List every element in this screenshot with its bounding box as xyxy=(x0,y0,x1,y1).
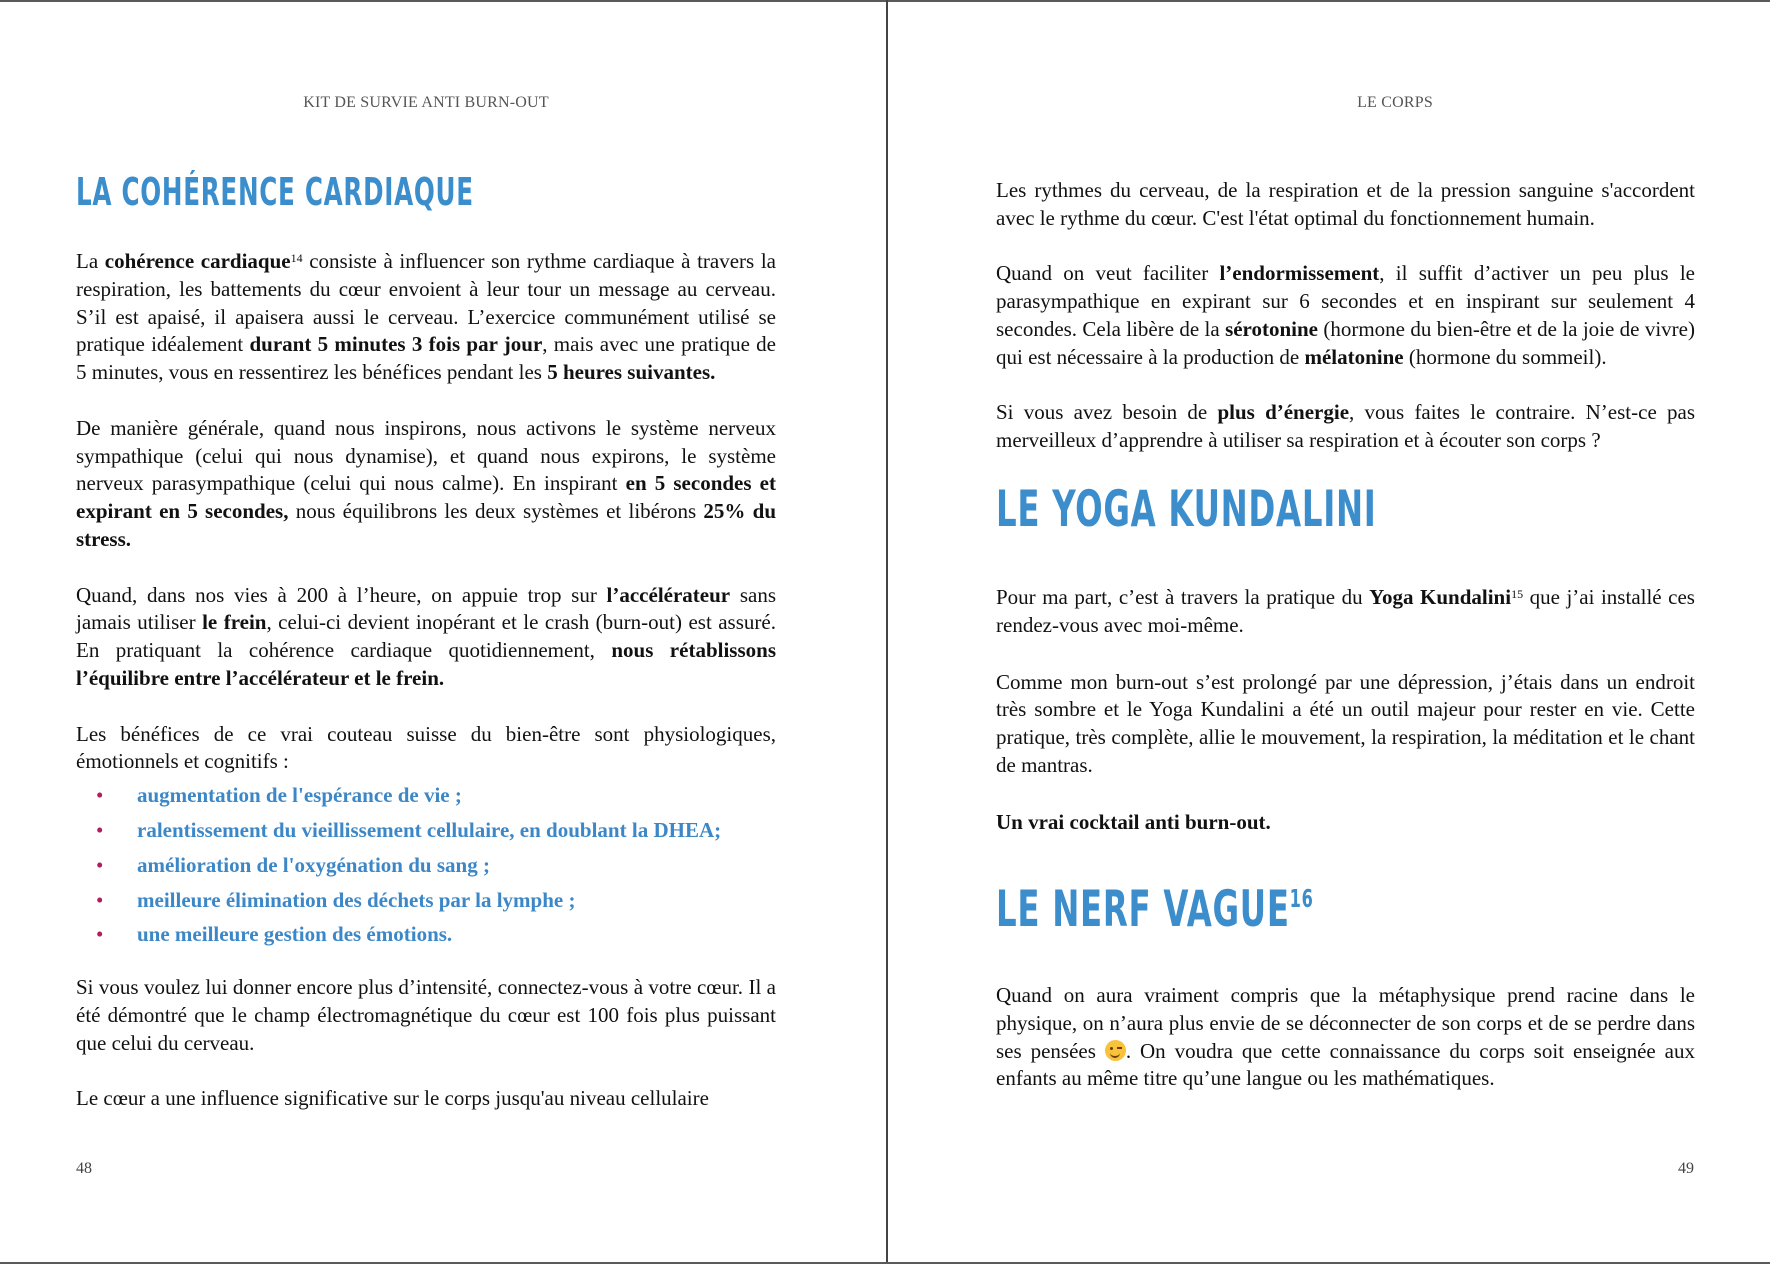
paragraph: Quand, dans nos vies à 200 à l’heure, on appuie trop sur l’accélérateur sans jamais utiliser le frein, celui-ci devient inopérant et le crash (burn-out) est assuré. En pratiquant la cohérence cardiaque quotidiennement, nous rétablissons l’équilibre entre l’accélérateur et le frein. xyxy=(76,582,776,690)
bullet-icon: • xyxy=(96,852,104,877)
list-item: • amélioration de l'oxygénation du sang ; xyxy=(76,848,776,883)
paragraph: Un vrai cocktail anti burn-out. xyxy=(996,809,1271,834)
bullet-icon: • xyxy=(96,783,104,808)
bullet-icon: • xyxy=(96,887,104,912)
body-text xyxy=(76,248,776,1113)
paragraph: La cohérence cardiaque$^{14}$ consiste à influencer son rythme cardiaque à travers la respiration, les battements du cœur envoient à leur tour un message au cerveau. S’il est apaisé, il apaisera aussi le cerveau. L’exercice communément utilisé se pratique idéalement durant 5 minutes 3 fois par jour, mais avec une pratique de 5 minutes, vous en ressentirez les bénéfices pendant les 5 heures suivantes. xyxy=(76,249,776,385)
page-number: 49 xyxy=(1678,1160,1694,1177)
paragraph: Pour ma part, c’est à travers la pratique du Yoga Kundalini$^{15}$ que j’ai installé ces rendez-vous avec moi-même. xyxy=(996,585,1695,637)
footnote-ref[interactable]: 14 xyxy=(290,251,303,265)
section-heading: LE YOGA KUNDALINI xyxy=(996,480,1377,538)
paragraph: Les bénéfices de ce vrai couteau suisse du bien-être sont physiologiques, émotionnels et cognitifs : xyxy=(76,721,776,774)
section-heading: LA COHÉRENCE CARDIAQUE xyxy=(76,170,474,214)
section-heading: LE NERF VAGUE$^{16}$ xyxy=(996,880,1314,938)
list-item: • ralentissement du vieillissement cellulaire, en doublant la DHEA; xyxy=(76,813,776,848)
footnote-ref[interactable]: 16 xyxy=(1289,884,1314,913)
footnote-ref[interactable]: 15 xyxy=(1511,587,1524,601)
list-item: • augmentation de l'espérance de vie ; xyxy=(76,778,776,813)
body-text xyxy=(996,982,1695,1093)
page-number: 48 xyxy=(76,1160,92,1177)
paragraph: Si vous voulez lui donner encore plus d’intensité, connectez-vous à votre cœur. Il a été démontré que le champ électromagnétique du cœur est 100 fois plus puissant que celui du cerveau. xyxy=(76,975,776,1055)
winking-face-icon xyxy=(1105,1040,1126,1061)
paragraph: Le cœur a une influence significative sur le corps jusqu'au niveau cellulaire xyxy=(76,1086,709,1111)
right-page xyxy=(888,0,1770,1264)
paragraph: De manière générale, quand nous inspirons, nous activons le système nerveux sympathique (celui qui nous dynamise), et quand nous expirons, le système nerveux parasympathique (celui qui nous calme). En inspirant en 5 secondes et expirant en 5 secondes, nous équilibrons les deux systèmes et libérons 25% du stress. xyxy=(76,415,777,551)
benefits-list xyxy=(76,778,776,952)
running-head: KIT DE SURVIE ANTI BURN-OUT xyxy=(303,94,549,111)
paragraph: Quand on veut faciliter l’endormissement, il suffit d’activer un peu plus le parasympathique en expirant sur 6 secondes et en inspirant sur seulement 4 secondes. Cela libère de la sérotonine (hormone du bien-être et de la joie de vivre) qui est nécessaire à la production de mélatonine (hormone du sommeil). xyxy=(996,261,1696,369)
paragraph: Comme mon burn-out s’est prolongé par une dépression, j’étais dans un endroit très sombre et le Yoga Kundalini a été un outil majeur pour rester en vie. Cette pratique, très complète, allie le mouvement, la respiration, la méditation et le chant de mantras. xyxy=(996,669,1695,777)
bullet-icon: • xyxy=(96,922,104,947)
paragraph: Si vous avez besoin de plus d’énergie, vous faites le contraire. N’est-ce pas merveilleux d’apprendre à utiliser sa respiration et à écouter son corps ? xyxy=(996,400,1695,453)
running-head: LE CORPS xyxy=(1357,94,1433,111)
paragraph: Quand on aura vraiment compris que la métaphysique prend racine dans le physique, on n’aura plus envie de se déconnecter de son corps et de se perdre dans ses pensées . On voudra que cette connaissance du corps soit enseignée aux enfants au même titre qu’une langue ou les mathématiques. xyxy=(996,983,1695,1091)
body-text xyxy=(996,584,1695,837)
bullet-icon: • xyxy=(96,817,104,842)
body-text xyxy=(996,177,1695,455)
paragraph: Les rythmes du cerveau, de la respiration et de la pression sanguine s'accordent avec le rythme du cœur. C'est l'état optimal du fonctionnement humain. xyxy=(996,178,1695,230)
list-item: • une meilleure gestion des émotions. xyxy=(76,917,776,952)
list-item: • meilleure élimination des déchets par la lymphe ; xyxy=(76,883,776,918)
